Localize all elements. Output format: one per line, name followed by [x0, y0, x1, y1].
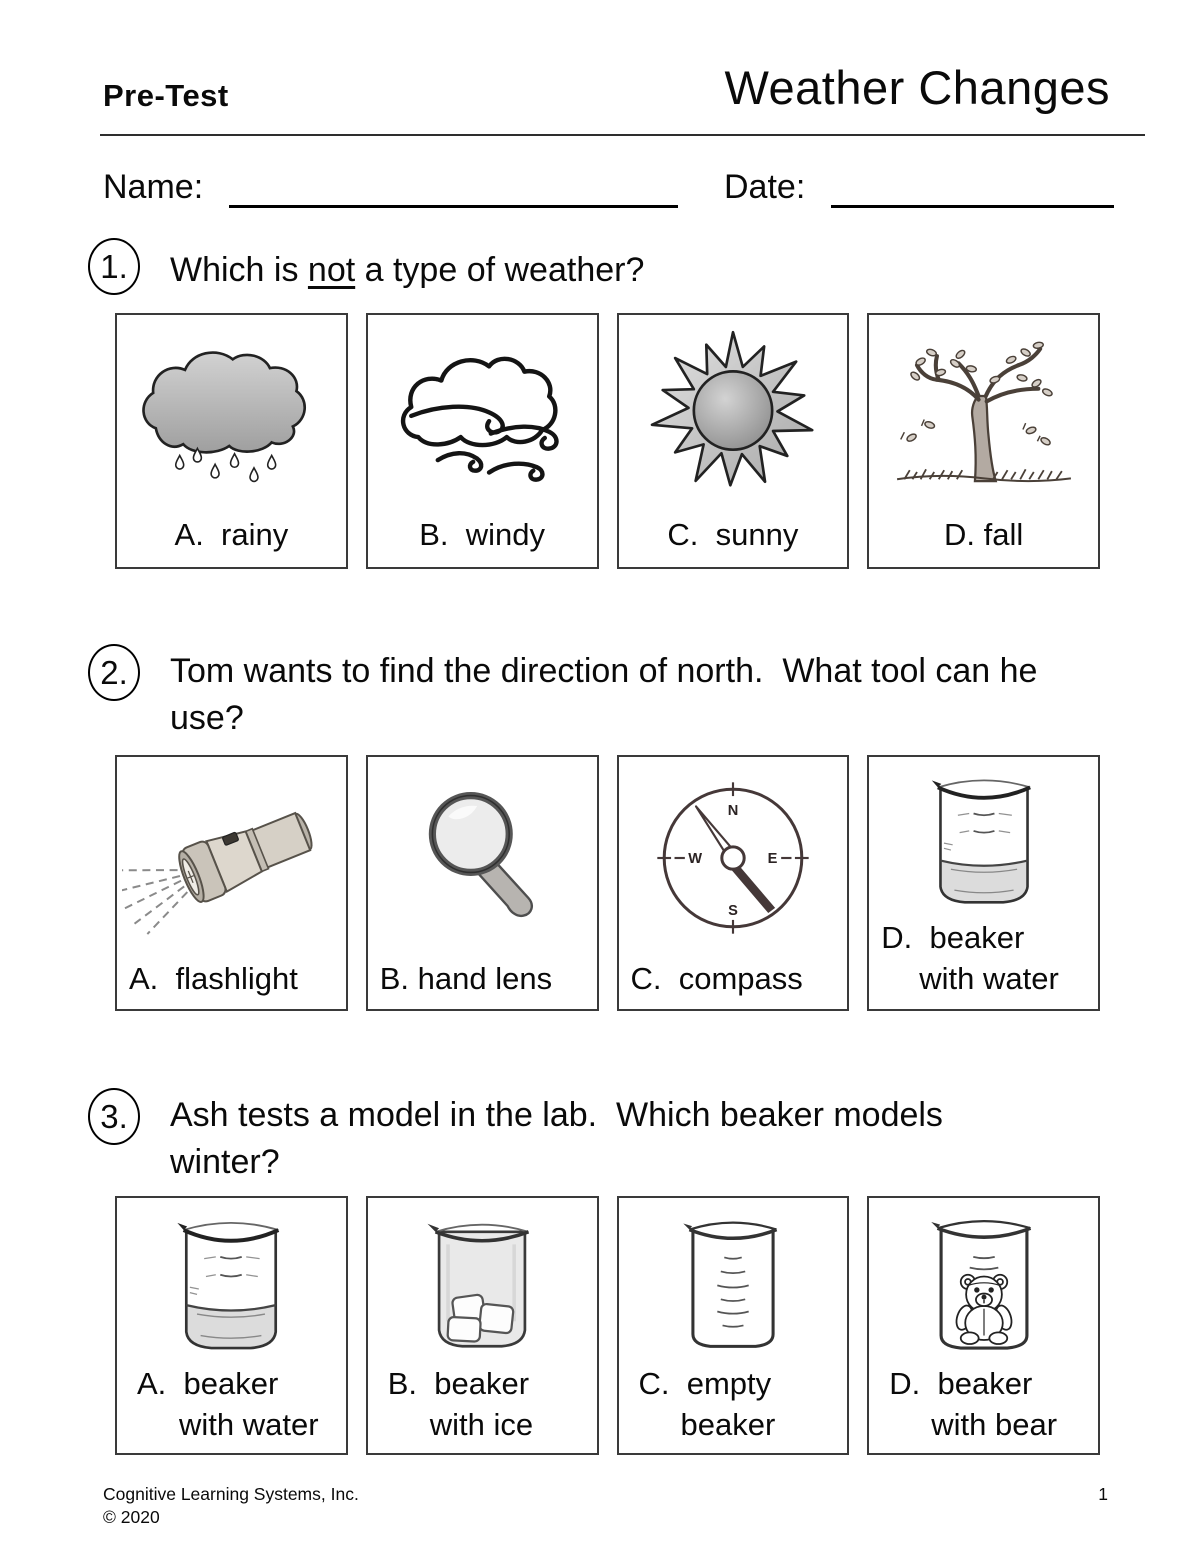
option-label: D. beaker with water: [881, 920, 1059, 996]
option-label: A. beaker with water: [137, 1366, 319, 1442]
sun-icon: [640, 326, 826, 504]
option-label: B. beaker with ice: [387, 1366, 534, 1442]
option-q1-d-fall: [867, 313, 1100, 569]
beaker-water-icon: [923, 763, 1045, 911]
question-3-options: [115, 1196, 1100, 1455]
flashlight-icon: [122, 778, 340, 938]
option-label: D. fall: [944, 517, 1024, 552]
compass-n-label: N: [727, 802, 739, 819]
question-3-text: Ash tests a model in the lab. Which beaker models winter?: [170, 1096, 943, 1181]
empty-beaker-icon: [672, 1206, 794, 1356]
fall-tree-icon: [881, 329, 1087, 501]
option-q2-a-flashlight: [115, 755, 348, 1011]
footer-copyright: © 2020: [103, 1507, 160, 1527]
option-label: A. flashlight: [129, 961, 298, 996]
page-number: 1: [1098, 1484, 1108, 1504]
option-label: B. windy: [419, 517, 546, 552]
rain-cloud-icon: [125, 331, 337, 499]
doc-type-label: Pre-Test: [103, 78, 229, 113]
option-q2-c-compass: [617, 755, 850, 1011]
beaker-ice-icon: [419, 1205, 545, 1357]
option-label: C. compass: [630, 961, 803, 996]
option-label: A. rainy: [174, 517, 289, 552]
option-q3-a-beaker-water: [115, 1196, 348, 1455]
option-label: D. beaker with bear: [889, 1366, 1058, 1442]
header-divider: [100, 134, 1145, 136]
option-q1-c-sunny: [617, 313, 850, 569]
question-2-text: Tom wants to find the direction of north. What tool can he use?: [170, 652, 1038, 737]
question-2-options: [115, 755, 1100, 1011]
option-label: C. empty beaker: [638, 1366, 776, 1442]
beaker-bear-icon: [921, 1205, 1047, 1357]
compass-w-label: W: [688, 850, 702, 867]
question-2-number: 2.: [88, 644, 140, 701]
option-q3-b-beaker-ice: [366, 1196, 599, 1455]
compass-s-label: S: [728, 902, 738, 919]
date-label: Date:: [724, 168, 806, 206]
option-q1-b-windy: [366, 313, 599, 569]
option-q2-b-hand-lens: [366, 755, 599, 1011]
option-q2-d-beaker-water: [867, 755, 1100, 1011]
question-1-options: [115, 313, 1100, 569]
option-q3-c-empty-beaker: [617, 1196, 850, 1455]
hand-lens-icon: [397, 778, 567, 938]
option-label: C. sunny: [667, 517, 799, 552]
footer-company: Cognitive Learning Systems, Inc.: [103, 1484, 359, 1504]
compass-icon: [643, 772, 823, 944]
name-label: Name:: [103, 168, 204, 206]
name-blank: [229, 173, 678, 208]
option-q1-a-rainy: [115, 313, 348, 569]
wind-cloud-icon: [376, 331, 588, 499]
page-title: Weather Changes: [724, 61, 1110, 114]
beaker-water-icon: [168, 1205, 294, 1357]
question-1-number: 1.: [88, 238, 140, 295]
compass-e-label: E: [767, 850, 778, 867]
date-blank: [831, 173, 1114, 208]
question-1-text: Which is not a type of weather?: [170, 251, 645, 289]
option-q3-d-beaker-bear: [867, 1196, 1100, 1455]
option-label: B. hand lens: [379, 961, 553, 996]
question-3-number: 3.: [88, 1088, 140, 1145]
